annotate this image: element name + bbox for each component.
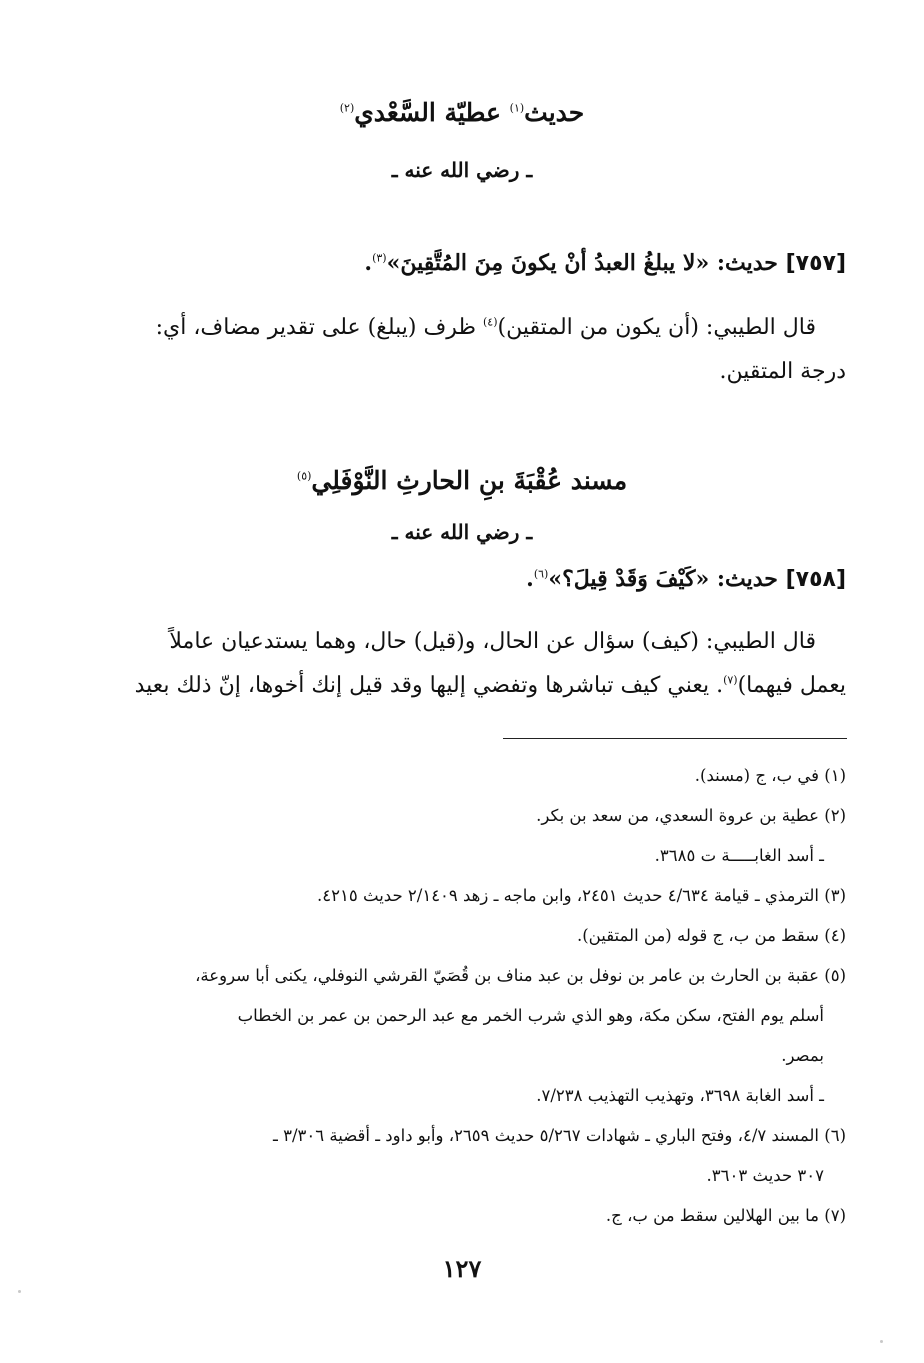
title-word: حديث xyxy=(524,98,585,127)
section-subtitle-uqba: ـ رضي الله عنه ـ xyxy=(391,520,533,544)
footnote-ref: (٥) xyxy=(296,469,312,483)
hadith-757 xyxy=(76,250,846,276)
commentary-line: قال الطيبي: (كيف) سؤال عن الحال، و(قيل) حال، وهما يستدعيان عاملاً xyxy=(169,629,816,654)
footnote-5-cont: أسلم يوم الفتح، سكن مكة، وهو الذي شرب الخمر مع عبد الرحمن بن عمر بن الخطاب xyxy=(237,1006,824,1025)
hadith-number: [٧٥٧] xyxy=(785,251,846,276)
section-subtitle-atiyya: ـ رضي الله عنه ـ xyxy=(391,158,533,182)
footnote-1: (١) في ب، ج (مسند). xyxy=(694,766,846,785)
hadith-text: «كَيْفَ وَقَدْ قِيلَ؟» xyxy=(548,566,710,592)
footnote-ref: (٦) xyxy=(533,567,549,581)
commentary-text: ظرف (يبلغ) على تقدير مضاف، أي: xyxy=(155,315,476,340)
commentary-line xyxy=(76,664,846,708)
commentary-757 xyxy=(76,306,846,394)
hadith-label: حديث: xyxy=(716,250,778,276)
footnote-5-source: ـ أسد الغابة ٣٦٩٨، وتهذيب التهذيب ٧/٢٣٨. xyxy=(536,1086,824,1105)
hadith-label: حديث: xyxy=(716,566,778,592)
footnote-ref: (٢) xyxy=(339,101,355,115)
hadith-text: «لا يبلغُ العبدُ أنْ يكونَ مِنَ المُتَّقِينَ» xyxy=(386,250,710,276)
section-title-atiyya xyxy=(0,98,924,127)
footnote-5-cont: بمصر. xyxy=(781,1046,824,1065)
section-title-uqba xyxy=(0,466,924,495)
commentary-758 xyxy=(76,620,846,708)
title-name: عطيّة السَّعْدي xyxy=(354,98,501,127)
commentary-line: درجة المتقين. xyxy=(719,359,846,384)
footnote-ref: (٣) xyxy=(372,251,387,265)
footnote-separator xyxy=(503,738,847,739)
hadith-end: . xyxy=(364,250,373,276)
footnote-ref: (١) xyxy=(509,101,525,115)
footnote-6: (٦) المسند ٤/٧، وفتح الباري ـ شهادات ٥/٢٦٧ حديث ٢٦٥٩، وأبو داود ـ أقضية ٣/٣٠٦ ـ xyxy=(273,1126,846,1145)
title-name: مسند عُقْبَةَ بنِ الحارثِ النَّوْفَلِي xyxy=(311,466,628,495)
footnote-2: (٢) عطية بن عروة السعدي، من سعد بن بكر. xyxy=(536,806,846,825)
footnote-3: (٣) الترمذي ـ قيامة ٤/٦٣٤ حديث ٢٤٥١، وابن ماجه ـ زهد ٢/١٤٠٩ حديث ٤٢١٥. xyxy=(317,886,846,905)
commentary-text: قال الطيبي: (أن يكون من المتقين) xyxy=(497,315,816,340)
hadith-number: [٧٥٨] xyxy=(785,567,846,592)
footnote-4: (٤) سقط من ب، ج قوله (من المتقين). xyxy=(576,926,846,945)
commentary-text: . يعني كيف تباشرها وتفضي إليها وقد قيل إنك أخوها، إنّ ذلك بعيد xyxy=(134,673,724,698)
footnote-2-source: ـ أسد الغابـــــة ت ٣٦٨٥. xyxy=(654,846,824,865)
footnote-5: (٥) عقبة بن الحارث بن عامر بن نوفل بن عبد مناف بن قُصَيّ القرشي النوفلي، يكنى أبا سروعة، xyxy=(195,966,846,985)
page-number: ١٢٧ xyxy=(442,1254,482,1283)
footnote-ref: (٧) xyxy=(723,673,738,687)
footnote-7: (٧) ما بين الهلالين سقط من ب، ج. xyxy=(605,1206,846,1225)
footnote-6-cont: ٣٠٧ حديث ٣٦٠٣. xyxy=(706,1166,824,1185)
footnotes xyxy=(76,756,846,1236)
hadith-end: . xyxy=(526,566,534,592)
scan-speck xyxy=(18,1290,21,1293)
commentary-text: يعمل فيهما) xyxy=(737,673,846,698)
footnote-ref: (٤) xyxy=(482,315,498,329)
hadith-758 xyxy=(76,566,846,592)
commentary-line xyxy=(76,306,846,350)
scan-speck xyxy=(880,1340,883,1343)
